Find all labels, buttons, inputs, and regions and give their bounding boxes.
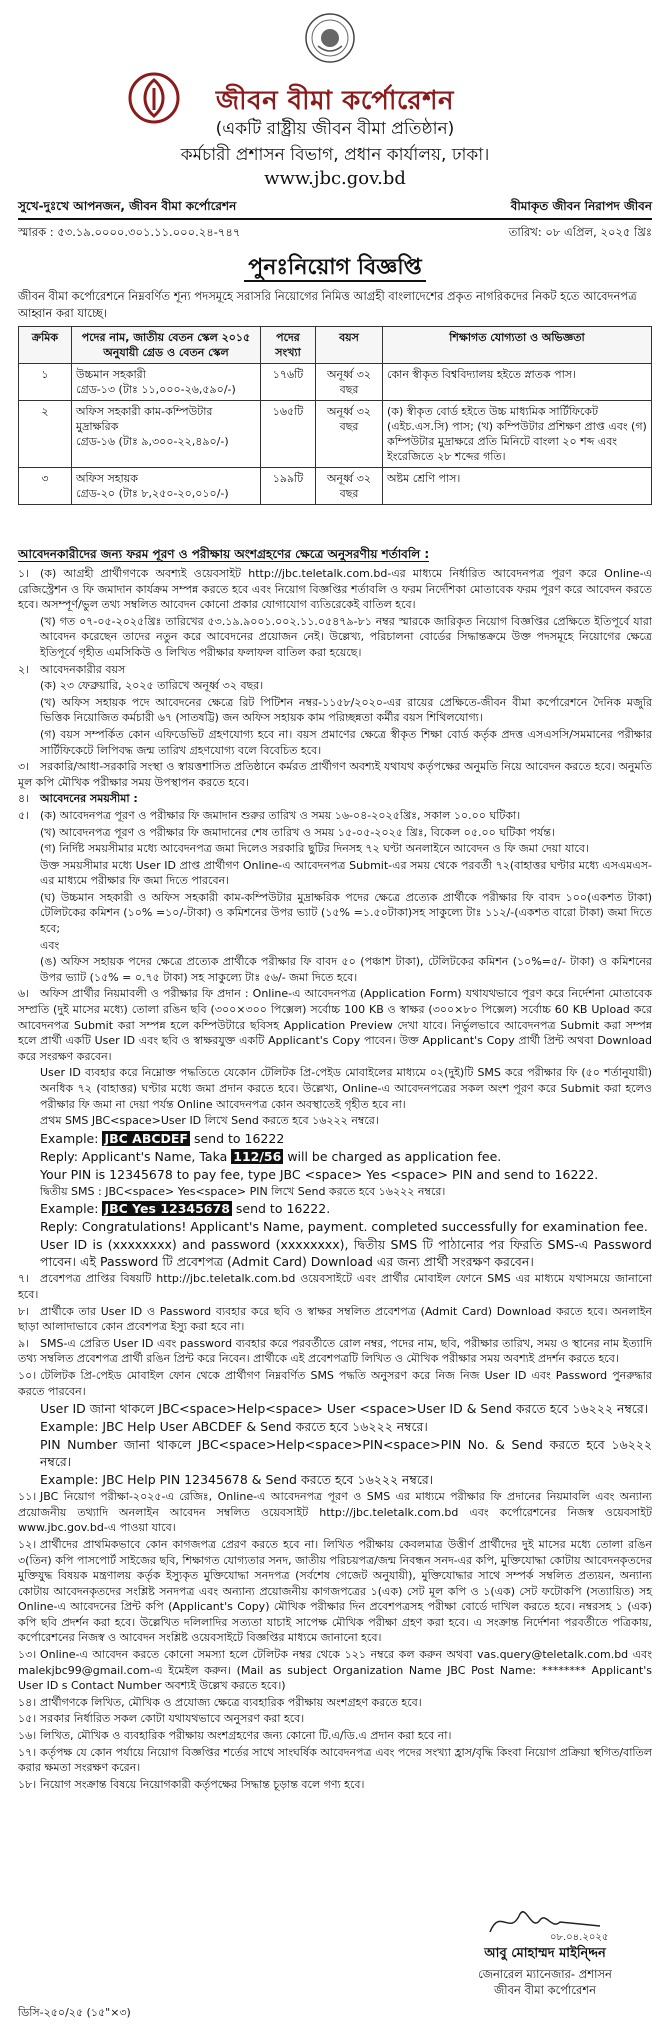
term-11 [18,1489,652,1536]
terms-list [18,566,652,1793]
reply-suffix: will be charged as application fee. [287,1148,502,1164]
cell-count: ১৭৬টি [261,364,316,401]
taglines-bar [18,196,652,220]
cell-count: ১৯৯টি [261,468,316,505]
recovery-user-id-example: Example: JBC Help User ABCDEF & Send করতে হবে ১৬২২২ নম্বরে। [40,1419,428,1435]
term-number: ৩। [18,760,30,774]
term-18 [18,1777,652,1793]
cell-count: ১৬৫টি [261,401,316,468]
term-number: ১৭। [18,1745,37,1759]
cell-serial: ১ [19,364,72,401]
cell-age: অনূর্ধ্ব ৩২ বছর [316,401,383,468]
term-4 [18,791,652,807]
term-6b: User ID ব্যবহার করে নিম্নোক্ত পদ্ধতিতে যেকোন টেলিটক প্রি-পেইড মোবাইলের মাধ্যমে ০২(দুই)টি SMS করে পরীক্ষার ফি (৫০ শর্তানুযায়ী) অনধিক ৭২ (বাহাত্তর) ঘণ্টার মধ্যে জমা প্রদান করতে হবে। উল্লেখ্য, Online-এ আবেদনপত্রের সকল অংশ পূরণ করে Submit করা হলেও পরীক্ষার ফি জমা না দেয়া পর্যন্ত Online আবেদনপত্র কোন অবস্থাতেই গৃহীত হবে না। [40,1066,652,1111]
signatory-name: আবু মোহাম্মদ মাইন্দ্দিন [484,1946,606,1961]
tagline-left: সুখে-দুঃখে আপনজন, জীবন বীমা কর্পোরেশন [18,199,237,213]
notice-title-text: পুনঃনিয়োগ বিজ্ঞপ্তি [244,255,425,282]
term-7 [18,1271,652,1302]
term-text: সরকার নির্ধারিত সকল কোটা যথাযথভাবে অনুসরণ করা হবে। [40,1712,305,1726]
term-13 [18,1647,652,1694]
conditions-heading-text: আবেদনকারীদের জন্য ফরম পূরণ ও পরীক্ষায় অংশগ্রহণের ক্ষেত্রে অনুসরণীয় শর্তাবলি : [18,547,430,561]
term-number: ১০। [18,1368,37,1382]
signatory-designation: জেনারেল ম্যানেজার- প্রশাসন [478,1967,612,1981]
table-row [19,401,652,468]
term-5d: উক্ত সময়সীমার মধ্যে User ID প্রাপ্ত প্রার্থীগণ Online-এ আবেদনপত্র Submit-এর সময় থেকে পরবর্তী ৭২(বাহাত্তর ঘণ্টার মধ্যে এসএমএস-এর মাধ্যমে পরীক্ষার ফি জমা দিতে পারবেন। [40,858,652,888]
term-8 [18,1304,652,1335]
example-label: Example: [40,1201,99,1217]
term-text: কর্তৃপক্ষ যে কোন পর্যায়ে নিয়োগ বিজ্ঞপ্তির শর্তের সাথে সাংঘর্ষিক আবেদনপত্র এবং পদের সংখ্যা হ্রাস/বৃদ্ধি কিংবা নিয়োগ প্রক্রিয়া স্থগিত/বাতিল করার ক্ষমতা সংরক্ষণ করেন। [18,1745,652,1775]
term-3 [18,759,652,790]
posts-table [18,326,652,505]
term-number: ৬। [18,987,30,1001]
term-2a: (ক) ২৩ ফেব্রুয়ারি, ২০২৫ তারিখে অনূর্ধ্ব ৩২ বছর। [40,679,264,693]
term-text: (ক) আবেদনপত্র পূরণ ও পরীক্ষার ফি জমাদান শুরুর তারিখ ও সময় ১৬-০৪-২০২৫খ্রিঃ, সকাল ১০.০০ ঘটিকা। [40,808,521,822]
cell-qualification: অষ্টম শ্রেণি পাস। [383,468,652,505]
term-text: আবেদনকারীর বয়স [40,662,126,676]
term-number: ৫। [18,808,30,822]
term-number: ১৪। [18,1695,37,1709]
col-post: পদের নাম, জাতীয় বেতন স্কেল ২০১৫ অনুযায়ী গ্রেড ও বেতন স্কেল [72,327,261,364]
term-5g: (ঙ) অফিস সহায়ক পদের ক্ষেত্রে প্রত্যেক প্রার্থীকে পরীক্ষার ফি বাবদ ৫০ (পঞ্চাশ টাকা), টেলিটকের কমিশন (১০%=৫/- টাকা) ও কমিশনের উপর ভ্যাট (১৫% = ০.৭৫ টাকা) সহ সাকুল্যে টাঃ ৫৬/- জমা দিতে হবে। [40,955,652,984]
signature-block [440,1902,650,2022]
col-qualification: শিক্ষাগত যোগ্যতা ও অভিজ্ঞতা [383,327,652,364]
term-14 [18,1695,652,1711]
term-5e: (ঘ) উচ্চমান সহকারী ও অফিস সহকারী কাম-কম্পিউটার মুদ্রাক্ষরিক পদের ক্ষেত্রে প্রত্যেক প্রার্থীকে পরীক্ষার ফি বাবদ ১০০(একশত টাকা) টেলিটকের কমিশন (১০% =১০/-টাকা) ও কমিশনের উপর ভ্যাট (১৫% =১.৫০টাকা)সহ সাকুল্যে টাঃ ১১২/-(একশত বারো টাকা) জমা দিতে হবে; [40,890,652,936]
term-17 [18,1745,652,1776]
example-code: JBC Yes 12345678 [104,1201,230,1217]
recovery-pin-example: Example: JBC Help PIN 12345678 & Send করতে হবে ১৬২২২ নম্বরে। [40,1472,434,1488]
term-6a [18,986,652,1064]
term-16 [18,1728,652,1744]
col-serial: ক্রমিক [19,327,72,364]
cell-qualification: (ক) স্বীকৃত বোর্ড হইতে উচ্চ মাধ্যমিক সার্টিফিকেট (এইচ.এস.সি) পাস; (খ) কম্পিউটার প্রশিক্ষণ প্রাপ্ত এবং (গ) কম্পিউটার মুদ্রাক্ষরে প্রতি মিনিটে বাংলা ২০ শব্দ এবং ইংরেজিতে ২৮ শব্দের গতি। [383,401,652,468]
term-10 [18,1368,652,1399]
post-grade: গ্রেড-১৩ (টাঃ ১১,০০০-২৬,৫৯০/-) [76,383,236,396]
term-number: ১। [18,567,30,580]
website-link[interactable]: www.jbc.gov.bd [264,168,406,189]
recovery-user-id: User ID জানা থাকলে JBC<space>Help<space> User <space>User ID & Send করতে হবে ১৬২২২ নম্বরে। [40,1401,649,1417]
table-row [19,468,652,505]
tagline-right: বীমাকৃত জীবন নিরাপদ জীবন [510,199,652,213]
cell-post [72,468,261,505]
term-5c: (গ) নির্দিষ্ট সময়সীমার মধ্যে আবেদনপত্র জমা দিলেও সরকারি ছুটির দিনসহ ৭২ ঘণ্টা অনলাইনে আবেদন ও ফি জমা দেয়া যাবে। [40,842,589,856]
term-text: প্রার্থীকে তার User ID ও Password ব্যবহার করে ছবি ও স্বাক্ষর সম্বলিত প্রবেশপত্র (Admit Card) Download করতে হবে। অনলাইন ছাড়া আলাদাভাবে কোন প্রবেশপত্র ইস্যু করা হবে না। [18,1304,652,1334]
post-name: অফিস সহকারী কাম-কম্পিউটার মুদ্রাক্ষরিক [76,405,213,433]
term-1b: (খ) গত ০৭-০৫-২০২৫খ্রিঃ তারিখের ৫৩.১৯.৯০০১.০০২.১১.০৫৪৭৯-৮১ নম্বর স্মারকে জারিকৃত নিয়োগ বিজ্ঞপ্তির প্রেক্ষিতে ইতিপূর্বে যারা আবেদন করেছেন তাদের নতুন করে আবেদনের প্রয়োজন নেই। উল্লেখ্য, পরিচালনা বোর্ডের সিদ্ধান্তক্রমে উক্ত পদসমূহে নিয়োগের ক্ষেত্রে ইতিপূর্বে গৃহীত এমসিকিউ ও লিখিত পরীক্ষার ফলাফল বাতিল করা হয়েছে। [40,614,652,659]
intro-text: জীবন বীমা কর্পোরেশনে নিম্নবর্ণিত শূন্য পদসমূহে সরাসরি নিয়োগের নিমিত্ত আগ্রহী বাংলাদেশের প্রকৃত নাগরিকদের নিকট হতে আবেদনপত্র আহ্বান করা যাচ্ছে। [18,289,637,320]
term-text: JBC নিয়োগ পরীক্ষা-২০২৫-এ রেজিঃ, Online-এ আবেদনপত্র পূরণ ও SMS এর মাধ্যমে পরীক্ষার ফি প্রদানের নিয়মাবলি এবং অন্যান্য প্রয়োজনীয় তথ্যাদি অনলাইন আবেদন সম্বলিত ওয়েবসাইট http://jbc.teletalk.com.bd এবং কর্পোরেশনের নিজস্ব ওয়েবসাইট www.jbc.gov.bd-এ পাওয়া যাবে। [18,1490,652,1535]
term-number: ৪। [18,792,30,806]
term-number: ১৫। [18,1712,37,1726]
term-2c: (গ) বয়স সম্পর্কিত কোন এফিডেভিট গ্রহণযোগ্য হবে না। বয়স প্রমাণের ক্ষেত্রে স্বীকৃত শিক্ষা বোর্ড কর্তৃক প্রদত্ত এসএসসি/সমমানের পরীক্ষার সার্টিফিকেটে লিপিবদ্ধ জন্ম তারিখ গ্রহণযোগ্য বলে বিবেচিত হবে। [40,727,652,757]
term-text: লিখিত, মৌখিক ও ব্যবহারিক পরীক্ষায় অংশগ্রহণের জন্য কোনো টি.এ/ডি.এ প্রদান করা হবে না। [40,1729,452,1743]
term-5f: এবং [40,938,60,952]
term-1a [18,566,652,613]
second-sms-line: দ্বিতীয় SMS : JBC<space> Yes<space> PIN লিখে Send করতে হবে ১৬২২২ নম্বরে। [40,1184,446,1198]
organization-subtitle: (একটি রাষ্ট্রীয় জীবন বীমা প্রতিষ্ঠান) [215,119,455,139]
col-age: বয়স [316,327,383,364]
term-15 [18,1711,652,1727]
cell-age: অনূর্ধ্ব ৩২ বছর [316,468,383,505]
term-text: SMS-এ প্রেরিত User ID এবং password ব্যবহার করে পরবর্তীতে রোল নম্বর, পদের নাম, ছবি, পরীক্ষার তারিখ, সময় ও স্থানের নাম ইত্যাদি তথ্য সম্বলিত প্রবেশপত্র প্রার্থী রঙিন প্রিন্ট করে নিবেন। প্রার্থীকে এই প্রবেশপত্রটি লিখিত ও মৌখিক পরীক্ষার সময় অবশ্যই প্রদর্শন করতে হবে। [18,1336,652,1366]
cell-post [72,364,261,401]
term-text: টেলিটক প্রি-পেইড মোবাইল ফোন থেকে প্রার্থীগণ নিম্নবর্ণিত SMS পদ্ধতি অনুসরণ করে নিজ নিজ User ID এবং Password পুনরুদ্ধার করতে পারবেন। [18,1368,652,1398]
term-number: ১১। [18,1490,37,1504]
post-name: অফিস সহায়ক [76,472,138,485]
term-9 [18,1336,652,1367]
signature-date: ০৮.০৪.২০২৫ [550,1932,609,1942]
term-text: Online-এ আবেদন করতে কোনো সমস্যা হলে টেলিটক নম্বর থেকে ১২১ নম্বরে কল করুন অথবা vas.query@teletalk.com.bd এবং malekjbc99@gmail.com-এ ইমেইল করুন। (Mail as subject Organization Name JBC Post Name: ******** Applicant's User ID s Contact Number অবশ্যই উল্লেখ করতে হবে।) [18,1648,652,1693]
post-grade: গ্রেড-১৬ (টাঃ ৯,৩০০-২২,৪৯০/-) [76,435,229,448]
recovery-pin: PIN Number জানা থাকলে JBC<space>Help<space>PIN<space>PIN No. & Send করতে হবে ১৬২২২ নম্বরে। [40,1437,652,1470]
term-2 [18,662,652,678]
term-5b: (খ) আবেদনপত্র পূরণ ও পরীক্ষার ফি জমাদানের শেষ তারিখ ও সময় ১৫-০৫-২০২৫ খ্রিঃ, বিকেল ০৫.০০ ঘটিকা পর্যন্ত। [40,825,555,839]
memo-number: স্মারক : ৫৩.১৯.০০০০.৩০১.১১.০০০.২৪-৭৪৭ [18,225,241,239]
term-text: প্রার্থীদের প্রাথমিকভাবে কোন কাগজপত্র প্রেরণ করতে হবে না। লিখিত পরীক্ষায় কেবলমাত্র উত্তীর্ণ প্রার্থীদের দুই মাসের মধ্যে তোলা রঙিন ৩(তিন) কপি পাসপোর্ট সাইজের ছবি, শিক্ষাগত যোগ্যতার সনদ, জাতীয় পরিচয়পত্র/জন্ম নিবন্ধন সনদ-এর কপি, মুক্তিযোদ্ধা কোটায় আবেদনকৃতদের মুক্তিযুদ্ধ বিষয়ক মন্ত্রণালয় কর্তৃক ইস্যুকৃত মুক্তিযোদ্ধা সনদপত্র (সর্বশেষ গেজেট অনুযায়ী), মুক্তিযোদ্ধার সাথে সম্পর্ক সম্বলিত প্রত্যয়ন, অন্যান্য কোটায় আবেদনকৃতদের সংশ্লিষ্ট সনদপত্র এবং অন্যান্য প্রয়োজনীয় কাগজপত্রের ১(এক) সেট মূল কপি ও ১(এক) সেট ফটোকপি (সত্যায়িত) সহ Online-এ আবেদনের প্রিন্ট কপি (Applicant's Copy) মৌখিক পরীক্ষার দিন প্রবেশপত্রসহ পরীক্ষা বোর্ডে দাখিল করতে হবে। নম্বরসহ ১ (এক) কপি ছবি প্রদর্শন করা হবে। উল্লেখিত দলিলাদির সত্যতা যাচাই সাপেক্ষ মৌখিক পরীক্ষা গ্রহণ করা হবে। এ সংক্রান্ত নির্দেশনা পরবর্তীতে পত্রিকায়, কর্পোরেশনের নিজস্ব ও আবেদন সংশ্লিষ্ট ওয়েবসাইটে বিজ্ঞপ্তির মাধ্যমে জানানো হবে। [18,1537,652,1645]
post-name: উচ্চমান সহকারী [76,368,146,381]
term-number: ১৬। [18,1729,37,1743]
government-emblem-icon [304,12,356,64]
example-code: JBC ABCDEF [104,1130,188,1146]
term-5a [18,808,652,824]
cell-post [72,401,261,468]
organization-name: জীবন বীমা কর্পোরেশন [215,86,455,116]
cell-serial: ২ [19,401,72,468]
sms-example-1 [18,1130,652,1147]
reply-text: Reply: Applicant's Name, Taka [40,1148,228,1164]
signatory-organization: জীবন বীমা কর্পোরেশন [494,1983,596,1997]
memo-date: তারিখ: ০৮ এপ্রিল, ২০২৫ খ্রিঃ [508,225,652,239]
example-suffix: send to 16222. [235,1201,331,1217]
sms-pin-line: Your PIN is 12345678 to pay fee, type JBC <space> Yes <space> PIN and send to 16222. [40,1166,599,1182]
handwritten-signature-icon [480,1902,610,1942]
conditions-heading [18,546,652,566]
department: কর্মচারী প্রশাসন বিভাগ, প্রধান কার্যালয়, ঢাকা। [180,145,490,165]
table-row [19,364,652,401]
term-text: আবেদনের সময়সীমা : [40,792,138,806]
sms-example-2 [18,1200,652,1217]
term-text: প্রার্থীগণকে লিখিত, মৌখিক ও প্রযোজ্য ক্ষেত্রে ব্যবহারিক পরীক্ষায় অংশগ্রহণ করতে হবে। [40,1695,422,1709]
post-grade: গ্রেড-২০ (টাঃ ৮,২৫০-২০,০১০/-) [76,487,229,500]
term-text: সরকারি/আধা-সরকারি সংস্থা ও স্বায়ত্তশাসিত প্রতিষ্ঠানে কর্মরত প্রার্থীগণ অবশ্যই যথাযথ কর্তৃপক্ষের অনুমতি নিয়ে আবেদন করতে হবে। অনুমতি মূল কপি মৌখিক পরীক্ষার সময় উপস্থাপন করতে হবে। [18,760,652,789]
term-12 [18,1537,652,1646]
term-number: ২। [18,662,30,676]
term-text: (ক) আগ্রহী প্রার্থীগণকে অবশ্যই ওয়েবসাইট http://jbc.teletalk.com.bd-এর মাধ্যমে নির্ধারিত আবেদনপত্র পূরণ করে Online-এ রেজিস্ট্রেশন ও ফি জমাদান কার্যক্রম সম্পন্ন করতে হবে এবং নিয়োগ বিজ্ঞপ্তির শর্তাবলি ও ফরম নির্দেশিকা মোতাবেক ফরম পূরণ করে আবেদন করতে হবে। অসম্পূর্ণ/ভুল তথ্য সম্বলিত আবেদন কোনো প্রকার যোগাযোগ ব্যতিরেকেই বাতিল হবে। [18,567,652,612]
example-label: Example: [40,1130,99,1146]
user-id-line: User ID is (xxxxxxxx) and password (xxxxxxxx), দ্বিতীয় SMS টি পাঠানোর পর ফিরতি SMS-এ Password পাবেন। এই Password টি প্রবেশপত্র (Admit Card) Download এর জন্য প্রার্থী সংরক্ষণ করবেন। [40,1237,652,1270]
cell-serial: ৩ [19,468,72,505]
term-number: ১২। [18,1537,37,1551]
notice-title [0,250,670,287]
term-number: ৭। [18,1272,30,1286]
term-6c: প্রথম SMS JBC<space>User ID লিখে Send করতে হবে ১৬২২২ নম্বরে। [40,1114,379,1128]
term-number: ১৮। [18,1777,37,1791]
cell-qualification: কোন স্বীকৃত বিশ্ববিদ্যালয় হইতে স্নাতক পাস। [383,364,652,401]
term-number: ৯। [18,1336,30,1350]
table-header-row [19,327,652,364]
dfp-reference: ডিসি-২৫০/২৫ (১৫"×৩) [18,2006,131,2019]
term-text: নিয়োগ সংক্রান্ত বিষয়ে নিয়োগকারী কর্তৃপক্ষের সিদ্ধান্ত চূড়ান্ত বলে গণ্য হবে। [40,1777,365,1791]
sms-reply-1 [18,1148,652,1165]
term-text: প্রবেশপত্র প্রাপ্তির বিষয়টি http://jbc.teletalk.com.bd ওয়েবসাইটে এবং প্রার্থীর মোবাইল ফোনে SMS এর মাধ্যমে যথাসময়ে জানানো হবে। [18,1272,652,1301]
cell-age: অনূর্ধ্ব ৩২ বছর [316,364,383,401]
letterhead [0,6,670,191]
term-2b: (খ) অফিস সহায়ক পদে আবেদনের ক্ষেত্রে রিট পিটিশন নম্বর-১১৫৮/২০২০-এর রায়ের প্রেক্ষিতে-জীবন বীমা কর্পোরেশনে দৈনিক মজুরি ভিত্তিক নিয়োজিত কর্মচারী ৬৭ (সাতষট্টি) জন অফিস সহায়ক কাম পরিচ্ছন্নতা কর্মীর বয়স শিথিলযোগ্য। [40,695,652,725]
sms-reply-2: Reply: Congratulations! Applicant's Name, payment. completed successfully for examination fee. [40,1219,648,1235]
col-count: পদের সংখ্যা [261,327,316,364]
example-suffix: send to 16222 [193,1130,285,1146]
term-text: অফিস প্রার্থীর নিয়মাবলী ও পরীক্ষার ফি প্রদান : Online-এ আবেদনপত্র (Application Form) যথাযথভাবে পূরণ করে নির্দেশনা মোতাবেক সম্প্রতি (দুই মাসের মধ্যে) তোলা রঙিন ছবি (৩০০×৩০০ পিক্সেল) সর্বোচ্চ 100 KB ও স্বাক্ষর (৩০০×৮০ পিক্সেল) সর্বোচ্চ 60 KB Upload করে আবেদনপত্র Submit করা সম্পন্ন হলে কম্পিউটারে ছবিসহ Application Preview দেখা যাবে। নির্ভুলভাবে আবেদনপত্র Submit করা সম্পন্ন হলে প্রার্থী একটি User ID এবং ছবি ও স্বাক্ষরযুক্ত একটি Applicant's Copy পাবেন। উক্ত Applicant's Copy প্রার্থী প্রিন্ট অথবা Download করে সংরক্ষণ করবেন। [18,987,652,1063]
term-number: ৮। [18,1304,30,1318]
term-number: ১৩। [18,1648,37,1662]
reply-amount: 112/56 [233,1148,282,1164]
